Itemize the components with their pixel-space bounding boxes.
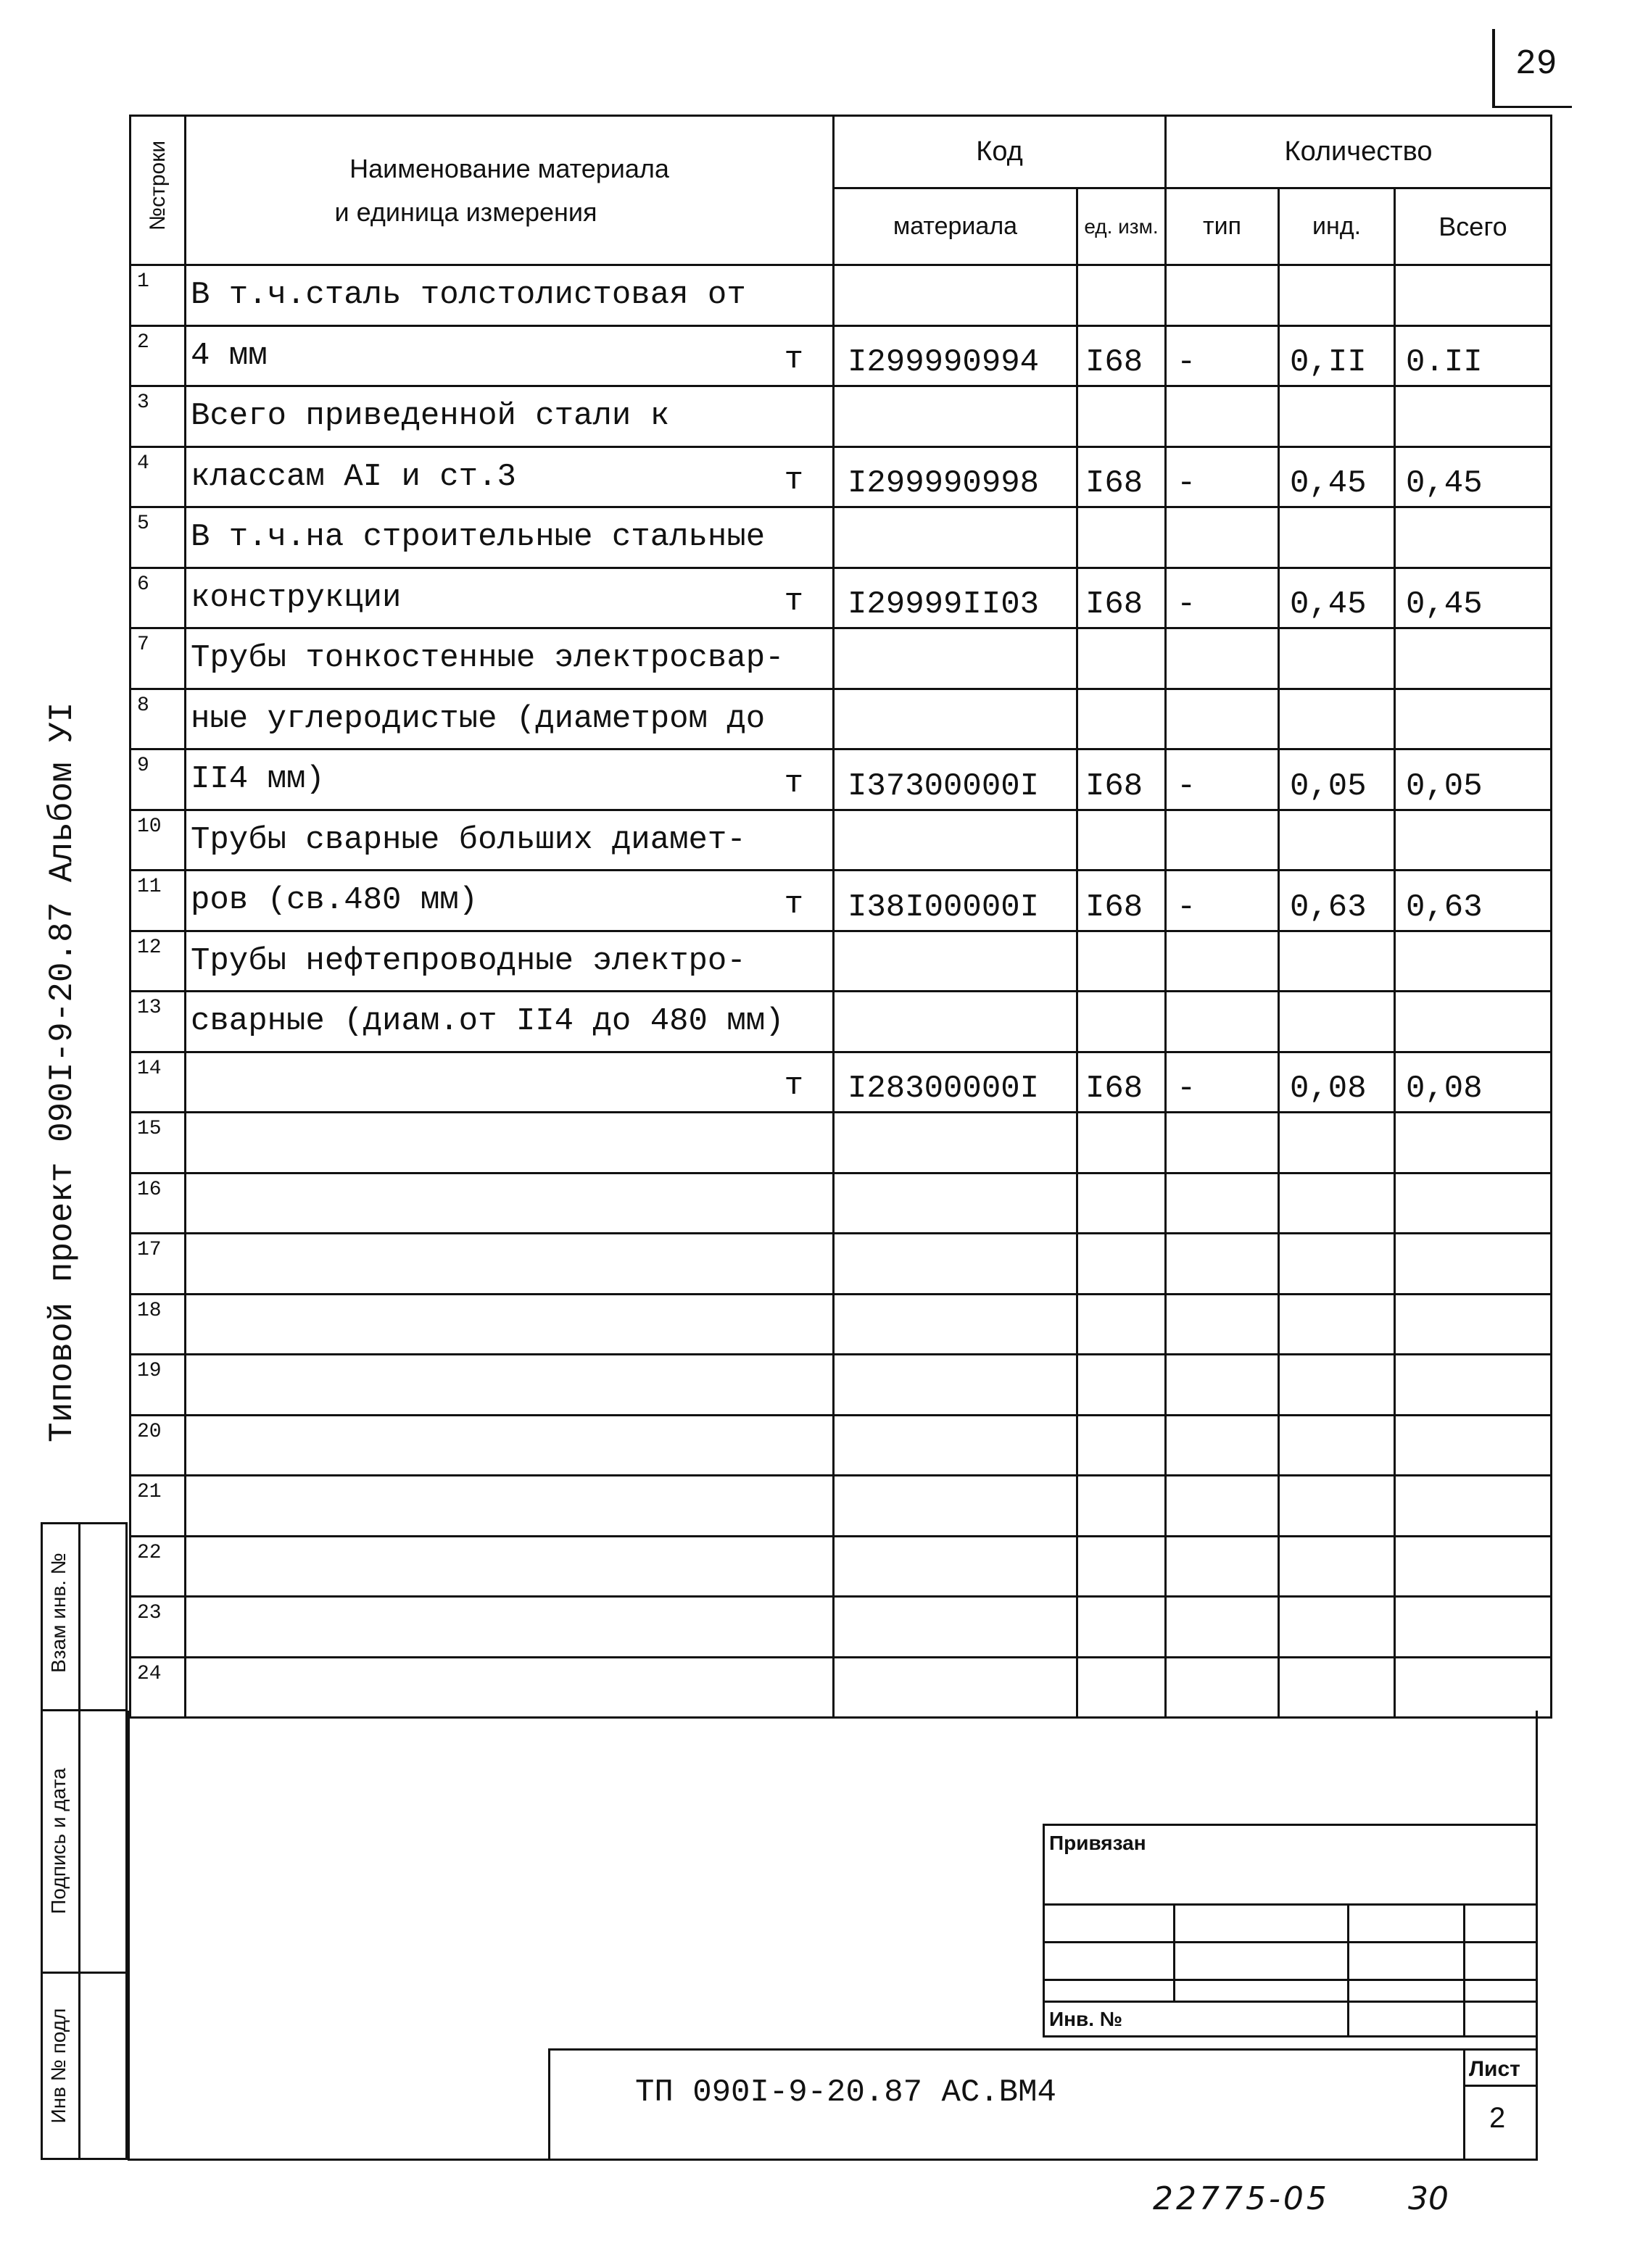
unit-code (1077, 628, 1166, 689)
table-row (131, 689, 1552, 749)
unit-code (1077, 1657, 1166, 1718)
unit-code (1077, 1234, 1166, 1295)
qty-type: - (1166, 568, 1279, 628)
row-number: 4 (131, 446, 186, 507)
qty-type (1166, 507, 1279, 568)
table-row (131, 1476, 1552, 1537)
material-code (834, 1173, 1077, 1234)
header-qty-type: тип (1166, 188, 1279, 265)
qty-total (1395, 1476, 1552, 1537)
row-number: 19 (131, 1355, 186, 1416)
header-code-group: Код (834, 116, 1166, 188)
header-row-no-cell (131, 116, 186, 265)
qty-ind (1279, 1476, 1395, 1537)
qty-ind: 0,08 (1279, 1052, 1395, 1113)
material-code: I29999II03 (834, 568, 1077, 628)
table-row (131, 1657, 1552, 1718)
qty-type (1166, 992, 1279, 1052)
qty-ind (1279, 507, 1395, 568)
material-name: Всего приведенной стали к (191, 398, 670, 435)
material-name: 4 мм (191, 337, 268, 374)
unit-code (1077, 1415, 1166, 1476)
material-unit: т (784, 1068, 803, 1104)
qty-total (1395, 628, 1552, 689)
material-name-cell (186, 325, 834, 386)
qty-type (1166, 1294, 1279, 1355)
qty-ind (1279, 265, 1395, 326)
qty-ind (1279, 1597, 1395, 1658)
qty-total (1395, 265, 1552, 326)
unit-code: I68 (1077, 749, 1166, 810)
qty-ind: 0,45 (1279, 446, 1395, 507)
qty-type (1166, 1113, 1279, 1174)
qty-ind (1279, 1536, 1395, 1597)
qty-type (1166, 265, 1279, 326)
table-row (131, 507, 1552, 568)
material-unit: т (784, 765, 803, 802)
qty-total (1395, 1294, 1552, 1355)
row-number: 7 (131, 628, 186, 689)
row-number: 2 (131, 325, 186, 386)
qty-type (1166, 1476, 1279, 1537)
qty-ind (1279, 810, 1395, 871)
qty-type: - (1166, 1052, 1279, 1113)
material-name: Трубы тонкостенные электросвар- (191, 640, 784, 677)
left-strip-line-1 (41, 1709, 128, 1711)
material-code (834, 931, 1077, 992)
material-name: ров (св.480 мм) (191, 882, 479, 919)
qty-total (1395, 689, 1552, 749)
row-number: 14 (131, 1052, 186, 1113)
qty-total: 0,08 (1395, 1052, 1552, 1113)
qty-total (1395, 507, 1552, 568)
qty-ind (1279, 386, 1395, 447)
table-row (131, 1173, 1552, 1234)
table-row (131, 1234, 1552, 1295)
header-qty-ind: инд. (1279, 188, 1395, 265)
qty-total (1395, 386, 1552, 447)
form-left-border (128, 1711, 130, 2160)
left-strip-divider (78, 1522, 80, 2160)
material-code: I38I00000I (834, 871, 1077, 931)
table-row (131, 386, 1552, 447)
unit-code (1077, 265, 1166, 326)
qty-type: - (1166, 325, 1279, 386)
qty-total: 0,63 (1395, 871, 1552, 931)
qty-type (1166, 1657, 1279, 1718)
material-name-cell (186, 1415, 834, 1476)
material-code (834, 1657, 1077, 1718)
material-name-cell (186, 265, 834, 326)
table-row (131, 446, 1552, 507)
table-row (131, 1536, 1552, 1597)
left-strip-podpis: Подпись и дата (47, 1768, 70, 1914)
left-strip-inv-podl: Инв № подл (47, 2008, 70, 2124)
table-row (131, 325, 1552, 386)
material-code (834, 507, 1077, 568)
material-name-cell (186, 1476, 834, 1537)
material-name-cell (186, 1052, 834, 1113)
stamp-inv-no: Инв. № (1049, 2007, 1123, 2030)
stamp-list-label: Лист (1469, 2057, 1520, 2081)
row-number: 17 (131, 1234, 186, 1295)
material-name: сварные (диам.от II4 до 480 мм) (191, 1003, 784, 1040)
material-code (834, 1415, 1077, 1476)
qty-type (1166, 1173, 1279, 1234)
material-name-cell (186, 810, 834, 871)
unit-code (1077, 1476, 1166, 1537)
material-code (834, 386, 1077, 447)
row-number: 6 (131, 568, 186, 628)
unit-code: I68 (1077, 568, 1166, 628)
qty-type: - (1166, 446, 1279, 507)
qty-type: - (1166, 749, 1279, 810)
material-code: I299990994 (834, 325, 1077, 386)
table-row (131, 1113, 1552, 1174)
qty-type (1166, 1234, 1279, 1295)
qty-type: - (1166, 871, 1279, 931)
table-body (131, 265, 1552, 1718)
material-code (834, 1234, 1077, 1295)
material-name-cell (186, 931, 834, 992)
footer-handwritten: 22775-05 (1153, 2180, 1330, 2217)
material-name: В т.ч.сталь толстолистовая от (191, 277, 746, 314)
material-name-cell (186, 749, 834, 810)
qty-ind (1279, 1415, 1395, 1476)
material-name-cell (186, 1113, 834, 1174)
qty-total (1395, 992, 1552, 1052)
table-row (131, 992, 1552, 1052)
material-name-cell (186, 1294, 834, 1355)
row-number: 23 (131, 1597, 186, 1658)
row-number: 12 (131, 931, 186, 992)
page-number-divider (1492, 29, 1495, 107)
unit-code (1077, 1294, 1166, 1355)
material-name-cell (186, 628, 834, 689)
table-row (131, 871, 1552, 931)
material-code: I28300000I (834, 1052, 1077, 1113)
stamp-list-divider (1463, 2048, 1465, 2161)
material-code (834, 1597, 1077, 1658)
table-row (131, 931, 1552, 992)
material-code (834, 810, 1077, 871)
unit-code (1077, 931, 1166, 992)
table-row (131, 1415, 1552, 1476)
material-code: I37300000I (834, 749, 1077, 810)
row-number: 3 (131, 386, 186, 447)
qty-ind (1279, 931, 1395, 992)
material-unit: т (784, 341, 803, 378)
material-name-cell (186, 1234, 834, 1295)
qty-total (1395, 810, 1552, 871)
unit-code (1077, 1536, 1166, 1597)
material-name-cell (186, 1355, 834, 1416)
row-number: 22 (131, 1536, 186, 1597)
header-name-line1: Наименование материала (349, 153, 669, 183)
page-number: 29 (1515, 45, 1557, 84)
unit-code (1077, 386, 1166, 447)
unit-code (1077, 1355, 1166, 1416)
footer-number: 30 (1408, 2180, 1449, 2217)
unit-code (1077, 1173, 1166, 1234)
qty-ind (1279, 1173, 1395, 1234)
qty-type (1166, 386, 1279, 447)
row-number: 15 (131, 1113, 186, 1174)
unit-code: I68 (1077, 871, 1166, 931)
material-name-cell (186, 871, 834, 931)
material-name-cell (186, 568, 834, 628)
qty-total: 0,45 (1395, 568, 1552, 628)
material-name: Трубы нефтепроводные электро- (191, 942, 746, 979)
material-unit: т (784, 462, 803, 499)
qty-total (1395, 1234, 1552, 1295)
table-row (131, 749, 1552, 810)
row-number: 18 (131, 1294, 186, 1355)
qty-type (1166, 689, 1279, 749)
material-name-cell (186, 1657, 834, 1718)
stamp-privyazan-block (1043, 1824, 1538, 2038)
row-number: 1 (131, 265, 186, 326)
row-number: 5 (131, 507, 186, 568)
qty-ind (1279, 628, 1395, 689)
material-name: классам АI и ст.3 (191, 458, 516, 495)
material-unit: т (784, 886, 803, 923)
material-name: ные углеродистые (диаметром до (191, 700, 766, 737)
material-code (834, 689, 1077, 749)
qty-total: 0,05 (1395, 749, 1552, 810)
stamp-list-number: 2 (1489, 2102, 1506, 2134)
qty-total (1395, 1657, 1552, 1718)
material-name: конструкции (191, 579, 402, 616)
row-number: 21 (131, 1476, 186, 1537)
qty-ind (1279, 689, 1395, 749)
material-unit: т (784, 583, 803, 620)
qty-total (1395, 1597, 1552, 1658)
material-name: Трубы сварные больших диамет- (191, 821, 746, 858)
material-name-cell (186, 689, 834, 749)
qty-type (1166, 1597, 1279, 1658)
table-row (131, 1294, 1552, 1355)
stamp-privyazan: Привязан (1049, 1832, 1146, 1854)
qty-ind (1279, 1113, 1395, 1174)
material-code (834, 628, 1077, 689)
header-qty-group: Количество (1166, 116, 1552, 188)
table-row (131, 1597, 1552, 1658)
qty-type (1166, 628, 1279, 689)
stamp-list-line (1463, 2085, 1538, 2087)
materials-table (129, 115, 1552, 1719)
qty-type (1166, 810, 1279, 871)
row-number: 11 (131, 871, 186, 931)
header-name-cell (186, 116, 834, 265)
row-number: 16 (131, 1173, 186, 1234)
material-name: II4 мм) (191, 761, 325, 798)
qty-total (1395, 931, 1552, 992)
material-name-cell (186, 992, 834, 1052)
qty-ind (1279, 1355, 1395, 1416)
material-name-cell (186, 507, 834, 568)
qty-ind (1279, 992, 1395, 1052)
header-row-no: №строки (146, 140, 170, 231)
header-name-line2: и единица измерения (334, 196, 597, 227)
table-row (131, 628, 1552, 689)
unit-code (1077, 1113, 1166, 1174)
qty-total (1395, 1113, 1552, 1174)
material-code (834, 1355, 1077, 1416)
row-number: 24 (131, 1657, 186, 1718)
qty-ind: 0,45 (1279, 568, 1395, 628)
material-code (834, 265, 1077, 326)
material-code (834, 1476, 1077, 1537)
header-code-unit: ед. изм. (1077, 188, 1166, 265)
unit-code: I68 (1077, 1052, 1166, 1113)
row-number: 10 (131, 810, 186, 871)
unit-code (1077, 1597, 1166, 1658)
qty-total (1395, 1536, 1552, 1597)
material-name-cell (186, 1536, 834, 1597)
material-code (834, 1294, 1077, 1355)
material-name-cell (186, 446, 834, 507)
qty-total (1395, 1173, 1552, 1234)
stamp-doc-code: ТП 090I-9-20.87 АС.ВМ4 (635, 2074, 1056, 2111)
material-code (834, 992, 1077, 1052)
qty-ind: 0,05 (1279, 749, 1395, 810)
qty-total: 0.II (1395, 325, 1552, 386)
qty-type (1166, 1355, 1279, 1416)
qty-total (1395, 1355, 1552, 1416)
row-number: 13 (131, 992, 186, 1052)
unit-code: I68 (1077, 325, 1166, 386)
unit-code (1077, 810, 1166, 871)
row-number: 9 (131, 749, 186, 810)
qty-ind (1279, 1657, 1395, 1718)
qty-type (1166, 931, 1279, 992)
qty-ind (1279, 1294, 1395, 1355)
unit-code (1077, 992, 1166, 1052)
unit-code (1077, 689, 1166, 749)
row-number: 8 (131, 689, 186, 749)
material-code (834, 1536, 1077, 1597)
material-code (834, 1113, 1077, 1174)
page-number-rule (1492, 106, 1572, 108)
row-number: 20 (131, 1415, 186, 1476)
qty-ind (1279, 1234, 1395, 1295)
qty-total: 0,45 (1395, 446, 1552, 507)
qty-ind: 0,II (1279, 325, 1395, 386)
material-name-cell (186, 386, 834, 447)
table-row (131, 1052, 1552, 1113)
qty-type (1166, 1536, 1279, 1597)
table-row (131, 1355, 1552, 1416)
header-code-material: материала (834, 188, 1077, 265)
table-row (131, 810, 1552, 871)
material-name-cell (186, 1597, 834, 1658)
qty-total (1395, 1415, 1552, 1476)
unit-code (1077, 507, 1166, 568)
qty-type (1166, 1415, 1279, 1476)
left-strip-vzam: Взам инв. № (47, 1553, 70, 1673)
unit-code: I68 (1077, 446, 1166, 507)
header-qty-total: Всего (1395, 188, 1552, 265)
table-row (131, 568, 1552, 628)
side-title: Типовой проект 090I-9-20.87 Альбом УI (44, 702, 81, 1442)
material-name-cell (186, 1173, 834, 1234)
table-row (131, 265, 1552, 326)
material-name: В т.ч.на строительные стальные (191, 519, 766, 556)
material-code: I299990998 (834, 446, 1077, 507)
qty-ind: 0,63 (1279, 871, 1395, 931)
